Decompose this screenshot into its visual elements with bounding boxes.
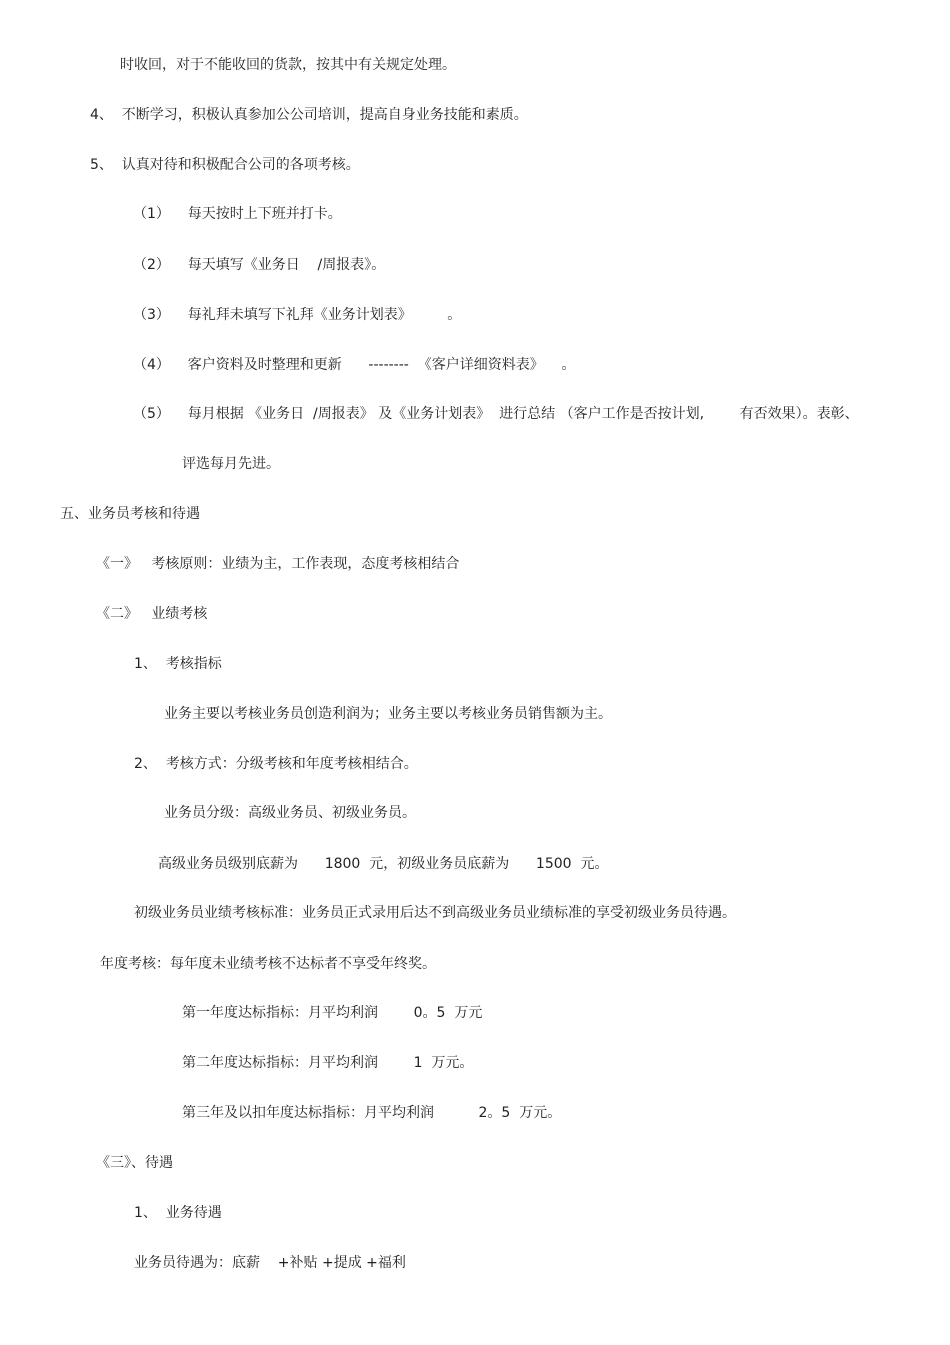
paragraph-text: 初级业务员业绩考核标准：业务员正式录用后达不到高级业务员业绩标准的享受初级业务员待遇。 xyxy=(134,905,736,921)
paragraph-text: 高级业务员级别底薪为 1800 元，初级业务员底薪为 1500 元。 xyxy=(158,856,609,872)
target-line-3: 第三年及以扣年度达标指标：月平均利润 2。5 万元。 xyxy=(182,1105,562,1121)
paragraph-text: 业务主要以考核业务员创造利润为；业务主要以考核业务员销售额为主。 xyxy=(164,706,612,722)
sub-item-4: （4） 客户资料及时整理和更新 -------- 《客户详细资料表》 。 xyxy=(133,357,576,373)
target-line-2: 第二年度达标指标：月平均利润 1 万元。 xyxy=(182,1055,474,1071)
sub-item-5: （5） 每月根据 《业务日 /周报表》 及《业务计划表》 进行总结 （客户工作是否按计划, 有否效果）。表彰、 xyxy=(133,406,859,422)
subsection-3: 《三》、待遇 xyxy=(96,1155,173,1171)
subsection-2: 《二》 业绩考核 xyxy=(96,606,208,622)
sub-item-3: （3） 每礼拜未填写下礼拜《业务计划表》 。 xyxy=(133,307,462,323)
paragraph-text: 业务员分级：高级业务员、初级业务员。 xyxy=(164,805,416,821)
target-line-1: 第一年度达标指标：月平均利润 0。5 万元 xyxy=(182,1005,483,1021)
sub-item-5-continuation: 评选每月先进。 xyxy=(182,456,280,472)
list-item-4: 4、 不断学习，积极认真参加公公司培训，提高自身业务技能和素质。 xyxy=(90,107,528,123)
text-line-1: 时收回，对于不能收回的货款，按其中有关规定处理。 xyxy=(120,57,456,73)
item-heading-3: 1、 业务待遇 xyxy=(134,1205,222,1221)
sub-item-2: （2） 每天填写《业务日 /周报表》。 xyxy=(133,257,386,273)
section-heading: 五、业务员考核和待遇 xyxy=(60,506,200,522)
paragraph-text: 业务员待遇为：底薪 +补贴 +提成 +福利 xyxy=(134,1255,406,1271)
paragraph-text: 年度考核：每年度未业绩考核不达标者不享受年终奖。 xyxy=(100,956,436,972)
subsection-1: 《一》 考核原则：业绩为主，工作表现，态度考核相结合 xyxy=(96,556,460,572)
list-item-5: 5、 认真对待和积极配合公司的各项考核。 xyxy=(90,157,360,173)
item-heading-2: 2、 考核方式：分级考核和年度考核相结合。 xyxy=(134,756,418,772)
item-heading-1: 1、 考核指标 xyxy=(134,656,222,672)
sub-item-1: （1） 每天按时上下班并打卡。 xyxy=(133,206,342,222)
